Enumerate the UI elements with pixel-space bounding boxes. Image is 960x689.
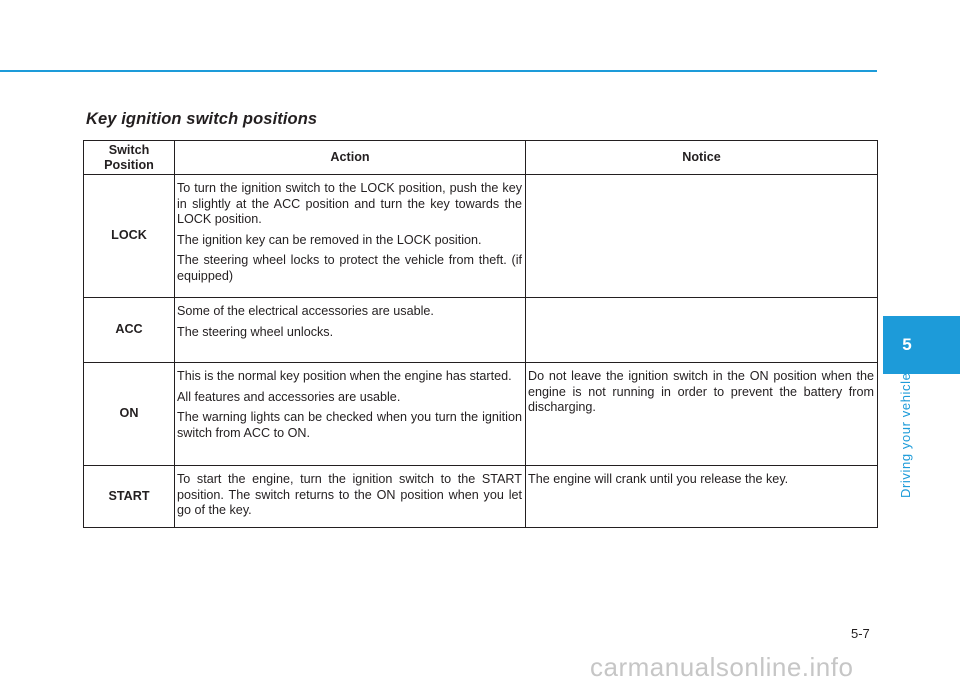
ignition-positions-table bbox=[83, 140, 878, 528]
notice-cell bbox=[526, 175, 878, 298]
chapter-tab bbox=[883, 316, 960, 374]
action-text: To start the engine, turn the ignition switch to the START position. The switch returns to the ON position when you let go of the key. bbox=[177, 472, 522, 517]
header-action: Action bbox=[175, 141, 526, 175]
chapter-label: Driving your vehicle bbox=[898, 372, 913, 498]
action-cell bbox=[175, 363, 526, 466]
chapter-number: 5 bbox=[902, 335, 912, 354]
action-cell bbox=[175, 175, 526, 298]
action-text: This is the normal key position when the engine has started. bbox=[177, 369, 512, 383]
table-row-start bbox=[84, 466, 878, 528]
notice-cell: The engine will crank until you release the key. bbox=[526, 466, 878, 528]
position-cell: ACC bbox=[84, 298, 175, 363]
action-text: The steering wheel locks to protect the vehicle from theft. (if equipped) bbox=[177, 253, 522, 283]
action-text: Some of the electrical accessories are usable. bbox=[177, 304, 434, 318]
action-cell bbox=[175, 466, 526, 528]
action-cell bbox=[175, 298, 526, 363]
action-text: The steering wheel unlocks. bbox=[177, 324, 334, 339]
notice-cell: Do not leave the ignition switch in the ON position when the engine is not running in order to prevent the battery from discharging. bbox=[526, 363, 878, 466]
page-number: 5-7 bbox=[851, 626, 870, 641]
position-cell: START bbox=[84, 466, 175, 528]
position-cell: ON bbox=[84, 363, 175, 466]
header-switch-position: Switch Position bbox=[84, 141, 175, 175]
action-text: All features and accessories are usable. bbox=[177, 389, 401, 404]
table-row-lock bbox=[84, 175, 878, 298]
notice-cell bbox=[526, 298, 878, 363]
header-rule bbox=[0, 70, 877, 72]
table-header-row bbox=[84, 141, 878, 175]
table-row-acc bbox=[84, 298, 878, 363]
action-text: The ignition key can be removed in the LOCK position. bbox=[177, 232, 482, 247]
position-cell: LOCK bbox=[84, 175, 175, 298]
table-row-on bbox=[84, 363, 878, 466]
header-notice: Notice bbox=[526, 141, 878, 175]
watermark: carmanualsonline.info bbox=[590, 652, 854, 682]
action-text: To turn the ignition switch to the LOCK position, push the key in slightly at the ACC position and turn the key towards the LOCK position. bbox=[177, 181, 522, 226]
action-text: The warning lights can be checked when you turn the ignition switch from ACC to ON. bbox=[177, 410, 522, 440]
section-title: Key ignition switch positions bbox=[86, 110, 318, 128]
